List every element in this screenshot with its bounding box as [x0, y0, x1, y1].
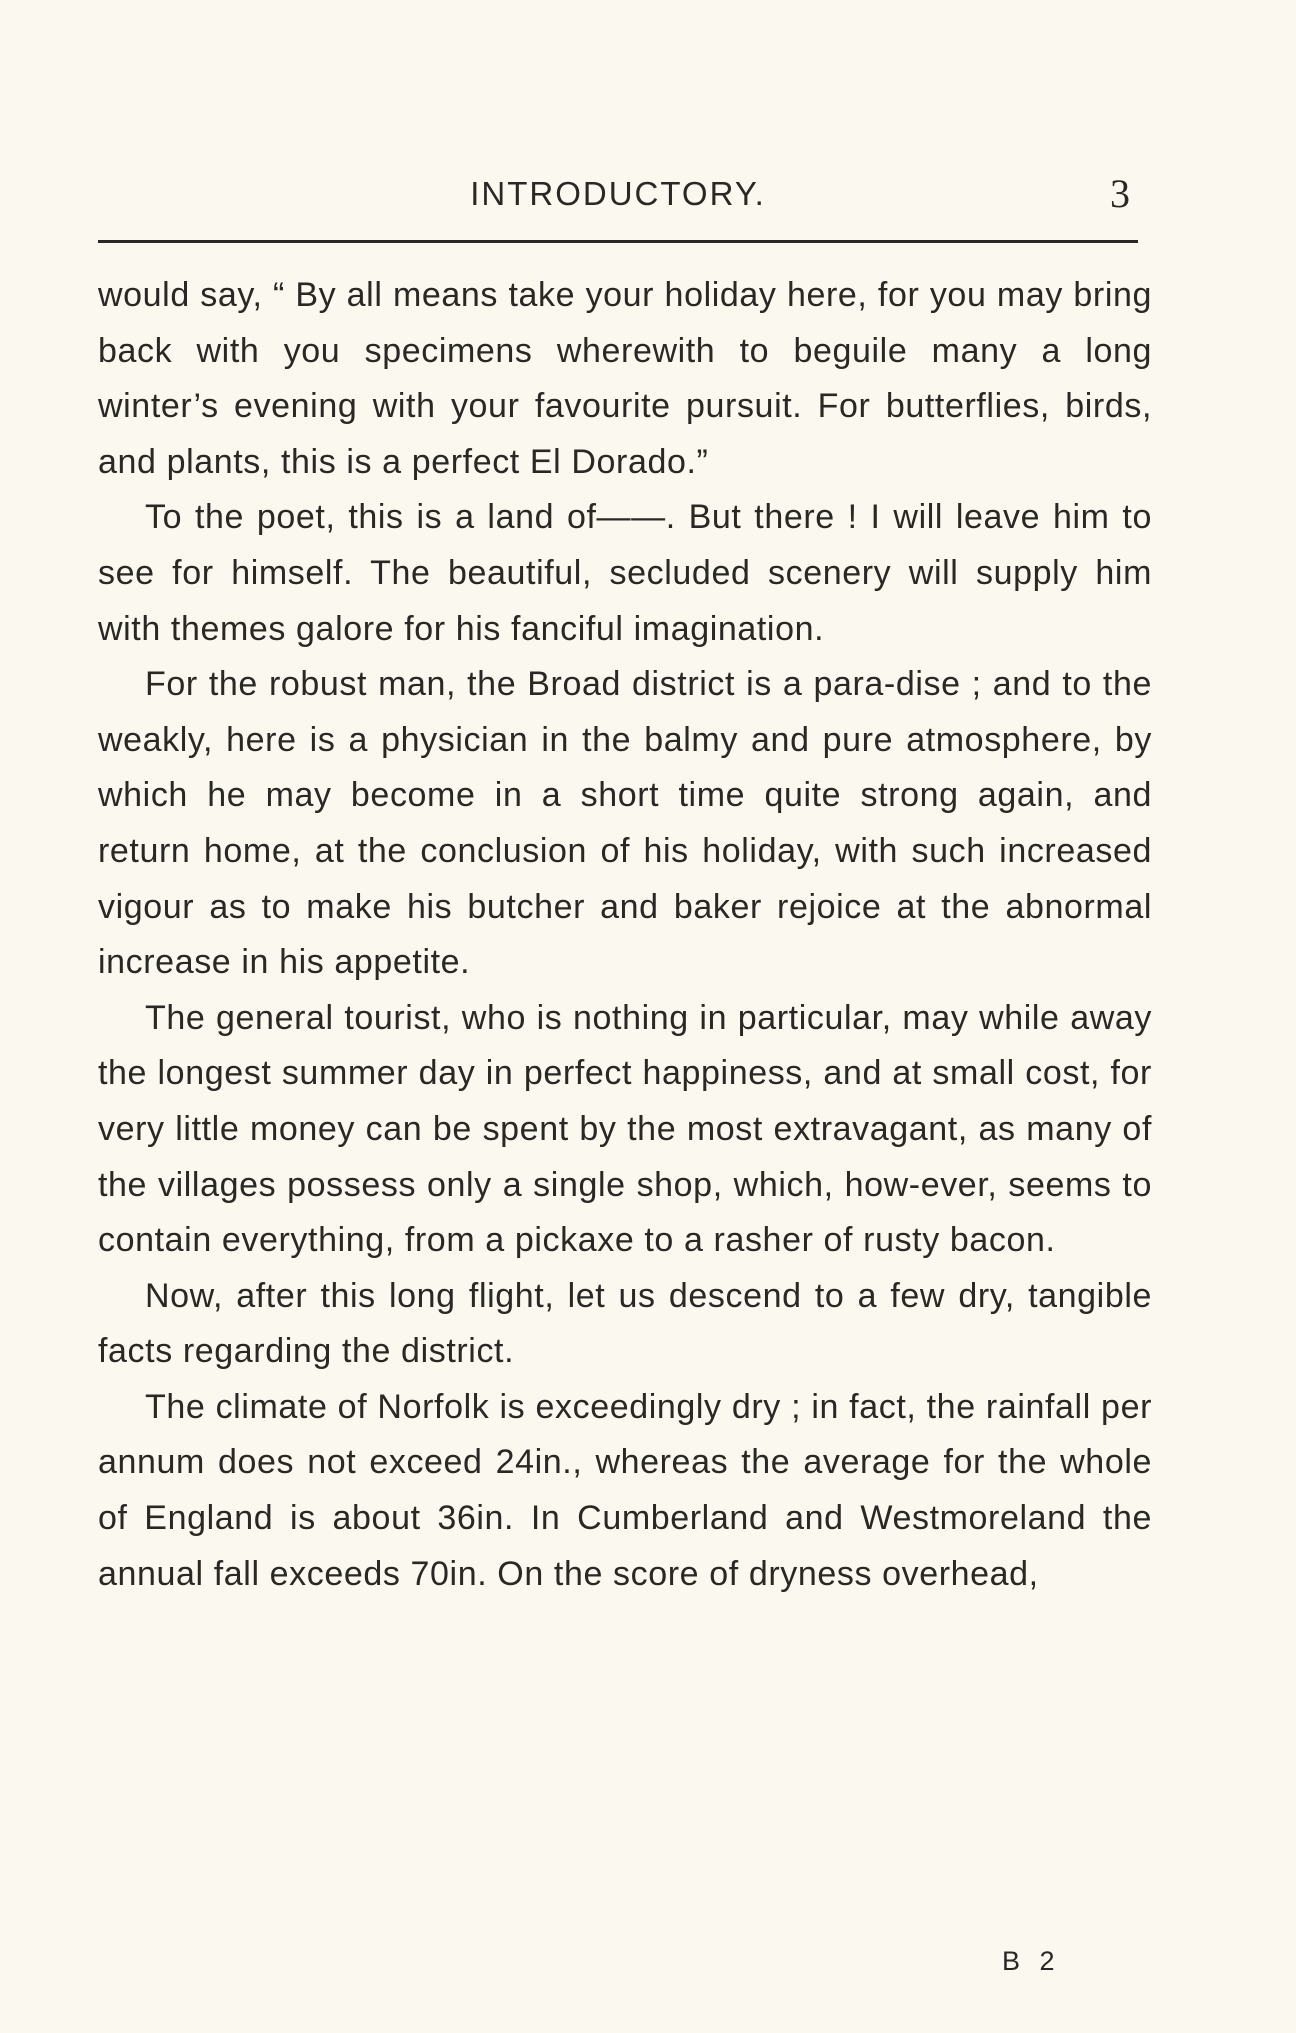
running-header [98, 168, 1138, 220]
signature-mark: B 2 [1002, 1946, 1061, 1976]
paragraph-climate: The climate of Norfolk is exceedingly dry ; in fact, the rainfall per annum does not exceed 24in., whereas the average for the whole of England is about 36in. In Cumberland and Westmoreland the annual fall exceeds 70in. On the score of dryness overhead, [98, 1387, 1152, 1593]
body-text [98, 268, 1152, 1602]
paragraph-facts: Now, after this long flight, let us descend to a few dry, tangible facts regarding the district. [98, 1276, 1152, 1371]
paragraph-robust-man: For the robust man, the Broad district is a para-dise ; and to the weakly, here is a physician in the balmy and pure atmosphere, by which he may become in a short time quite strong again, and return home, at the conclusion of his holiday, with such increased vigour as to make his butcher and baker rejoice at the abnormal increase in his appetite. [98, 665, 1152, 982]
page-number: 3 [1110, 171, 1130, 216]
header-rule [98, 240, 1138, 243]
paragraph-poet: To the poet, this is a land of——. But there ! I will leave him to see for himself. The beautiful, secluded scenery will supply him with themes galore for his fanciful imagination. [98, 498, 1152, 648]
paragraph-continuation: would say, “ By all means take your holiday here, for you may bring back with you specimens wherewith to beguile many a long winter’s evening with your favourite pursuit. For butterflies, birds, and plants, this is a perfect El Dorado.” [98, 276, 1152, 481]
paragraph-general-tourist: The general tourist, who is nothing in particular, may while away the longest summer day in perfect happiness, and at small cost, for very little money can be spent by the most extravagant, as many of the villages possess only a single shop, which, how-ever, seems to contain everything, from a pickaxe to a rasher of rusty bacon. [98, 998, 1152, 1260]
chapter-title: INTRODUCTORY. [470, 175, 766, 212]
